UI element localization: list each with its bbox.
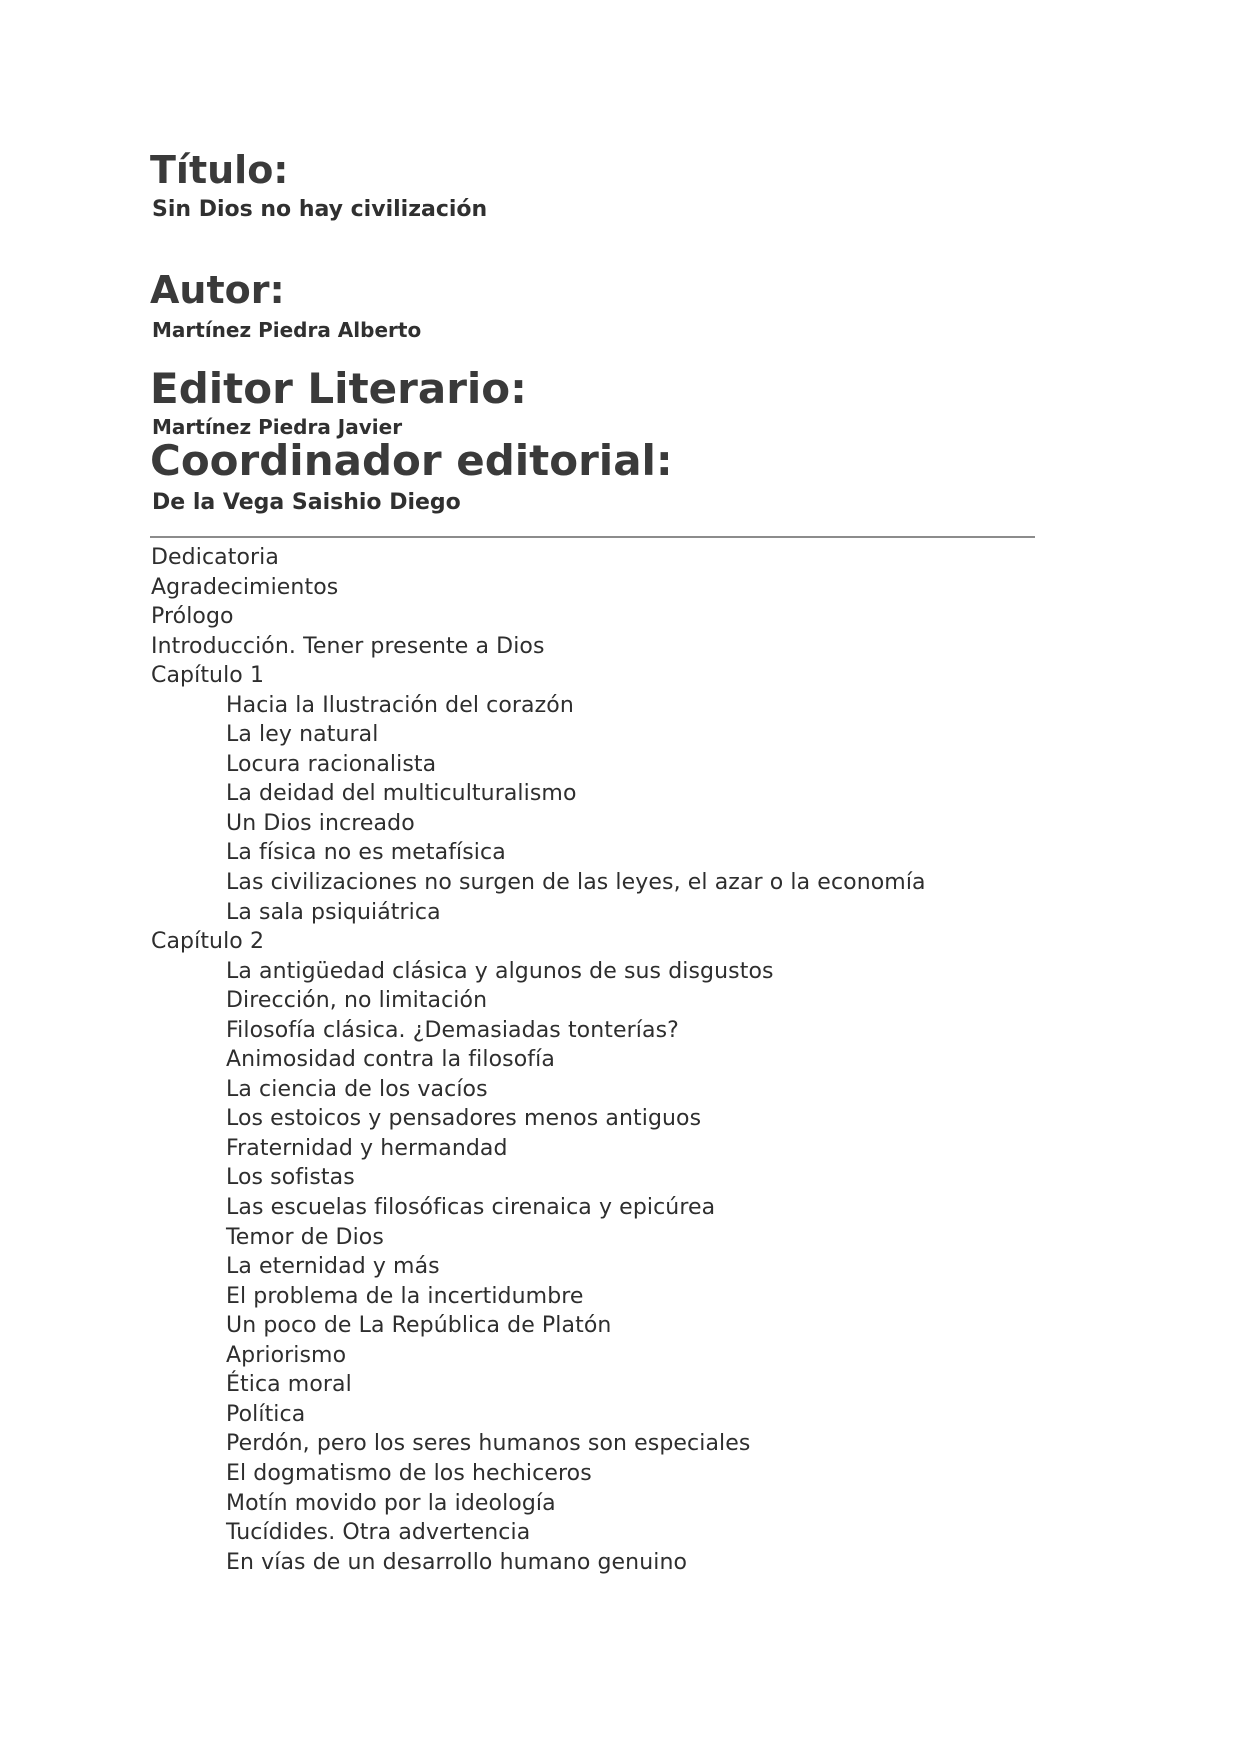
toc-subentry: Filosofía clásica. ¿Demasiadas tonterías? [226,1017,679,1043]
author-value: Martínez Piedra Alberto [152,318,422,342]
toc-subentry: Las civilizaciones no surgen de las leyes, el azar o la economía [226,870,926,896]
toc-subentry: La eternidad y más [226,1254,440,1280]
toc-subentry: La antigüedad clásica y algunos de sus disgustos [226,958,774,984]
section-divider [150,536,1035,538]
toc-subentry: Dirección, no limitación [226,988,488,1014]
toc-subentry: Hacia la Ilustración del corazón [226,692,574,718]
editor-value: Martínez Piedra Javier [152,415,403,439]
toc-subentry: Perdón, pero los seres humanos son especiales [226,1431,751,1457]
toc-entry: Dedicatoria [151,545,279,570]
toc-entry: Prólogo [151,604,234,630]
toc-subentry: Un Dios increado [226,810,415,836]
toc-subentry: El problema de la incertidumbre [226,1283,584,1309]
toc-subentry: La sala psiquiátrica [226,899,441,925]
toc-subentry: Los sofistas [226,1165,355,1191]
toc-entry: Capítulo 2 [151,929,265,955]
toc-subentry: Fraternidad y hermandad [226,1135,508,1161]
table-of-contents [151,543,926,1577]
toc-subentry: Locura racionalista [226,751,437,777]
toc-subentry: Ética moral [226,1372,352,1398]
toc-subentry: En vías de un desarrollo humano genuino [226,1549,688,1575]
coordinator-label: Coordinador editorial: [150,436,673,485]
toc-subentry: Apriorismo [226,1342,347,1368]
toc-subentry: Animosidad contra la filosofía [226,1047,555,1073]
toc-subentry: Las escuelas filosóficas cirenaica y epicúrea [226,1195,716,1221]
toc-subentry: Temor de Dios [226,1224,384,1250]
toc-subentry: Política [226,1401,306,1427]
author-label: Autor: [150,268,285,312]
title-label: Título: [150,148,289,192]
title-value: Sin Dios no hay civilización [152,197,488,222]
editor-label: Editor Literario: [150,364,527,413]
toc-subentry: La ley natural [226,722,379,748]
toc-subentry: La deidad del multiculturalismo [226,781,577,807]
toc-subentry: El dogmatismo de los hechiceros [226,1460,592,1486]
toc-entry: Agradecimientos [151,574,339,600]
toc-entry: Introducción. Tener presente a Dios [151,633,545,659]
toc-subentry: La física no es metafísica [226,840,506,866]
toc-entry: Capítulo 1 [151,663,265,689]
toc-subentry: Motín movido por la ideología [226,1490,556,1516]
toc-subentry: Los estoicos y pensadores menos antiguos [226,1106,702,1132]
toc-subentry: La ciencia de los vacíos [226,1076,488,1102]
toc-subentry: Un poco de La República de Platón [226,1313,612,1339]
toc-subentry: Tucídides. Otra advertencia [226,1520,531,1546]
coordinator-value: De la Vega Saishio Diego [152,490,461,515]
